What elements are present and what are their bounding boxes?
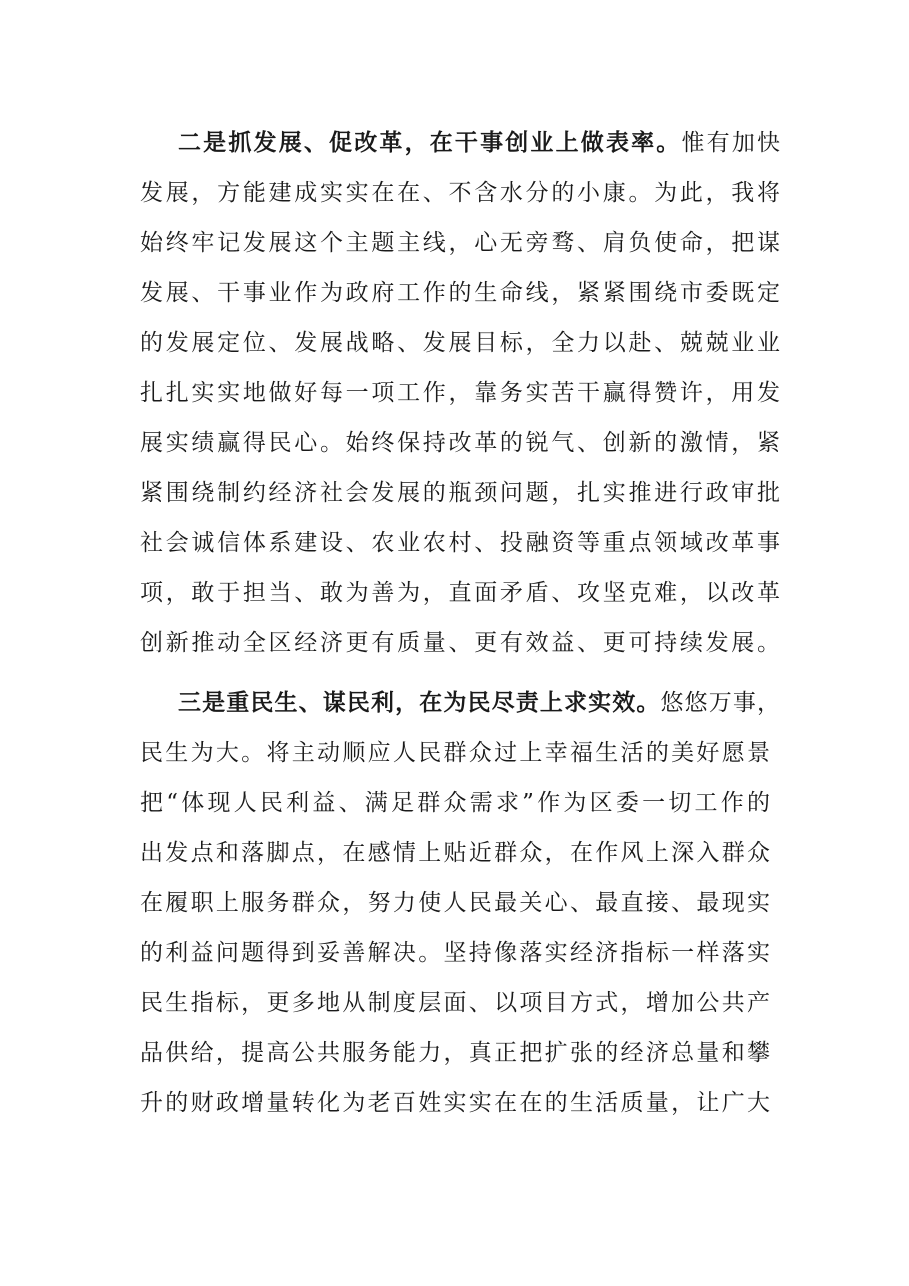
paragraph-1-line-6: 扎扎实实地做好每一项工作，靠务实苦干赢得赞许，用发: [140, 380, 780, 406]
paragraph-1-lead: 惟有加快: [681, 130, 781, 156]
paragraph-1-line-7: 展实绩赢得民心。始终保持改革的锐气、创新的激情，紧: [140, 430, 780, 456]
paragraph-1-line-8: 紧围绕制约经济社会发展的瓶颈问题，扎实推进行政审批: [140, 480, 780, 506]
paragraph-2-heading: 三是重民生、谋民利，在为民尽责上求实效。: [178, 689, 661, 716]
paragraph-1-heading: 二是抓发展、促改革，在干事创业上做表率。: [178, 129, 682, 156]
paragraph-1-line-2: 发展，方能建成实实在在、不含水分的小康。为此，我将: [140, 180, 780, 206]
paragraph-2-lead: 悠悠万事，: [660, 690, 780, 716]
paragraph-2-line-1: [178, 688, 780, 718]
paragraph-2-line-6: 的利益问题得到妥善解决。坚持像落实经济指标一样落实: [140, 940, 770, 966]
paragraph-2-line-5: 在履职上服务群众，努力使人民最关心、最直接、最现实: [140, 890, 770, 916]
paragraph-2-line-8: 品供给，提高公共服务能力，真正把扩张的经济总量和攀: [140, 1040, 770, 1066]
paragraph-1-line-5: 的发展定位、发展战略、发展目标，全力以赴、兢兢业业: [140, 330, 780, 356]
paragraph-1-line-3: 始终牢记发展这个主题主线，心无旁骛、肩负使命，把谋: [140, 230, 780, 256]
paragraph-2-line-2: 民生为大。将主动顺应人民群众过上幸福生活的美好愿景: [140, 740, 770, 766]
paragraph-2-line-4: 出发点和落脚点，在感情上贴近群众，在作风上深入群众: [140, 840, 770, 866]
paragraph-1-line-10: 项，敢于担当、敢为善为，直面矛盾、攻坚克难，以改革: [140, 580, 780, 606]
paragraph-1-line-1: [178, 128, 780, 158]
paragraph-2-line-3: 把“体现人民利益、满足群众需求”作为区委一切工作的: [140, 790, 770, 816]
paragraph-2-line-7: 民生指标，更多地从制度层面、以项目方式，增加公共产: [140, 990, 770, 1016]
paragraph-2-line-9: 升的财政增量转化为老百姓实实在在的生活质量，让广大: [140, 1090, 770, 1116]
paragraph-1-line-4: 发展、干事业作为政府工作的生命线，紧紧围绕市委既定: [140, 280, 780, 306]
paragraph-1-line-11: 创新推动全区经济更有质量、更有效益、更可持续发展。: [140, 630, 780, 656]
paragraph-1-line-9: 社会诚信体系建设、农业农村、投融资等重点领域改革事: [140, 530, 780, 556]
